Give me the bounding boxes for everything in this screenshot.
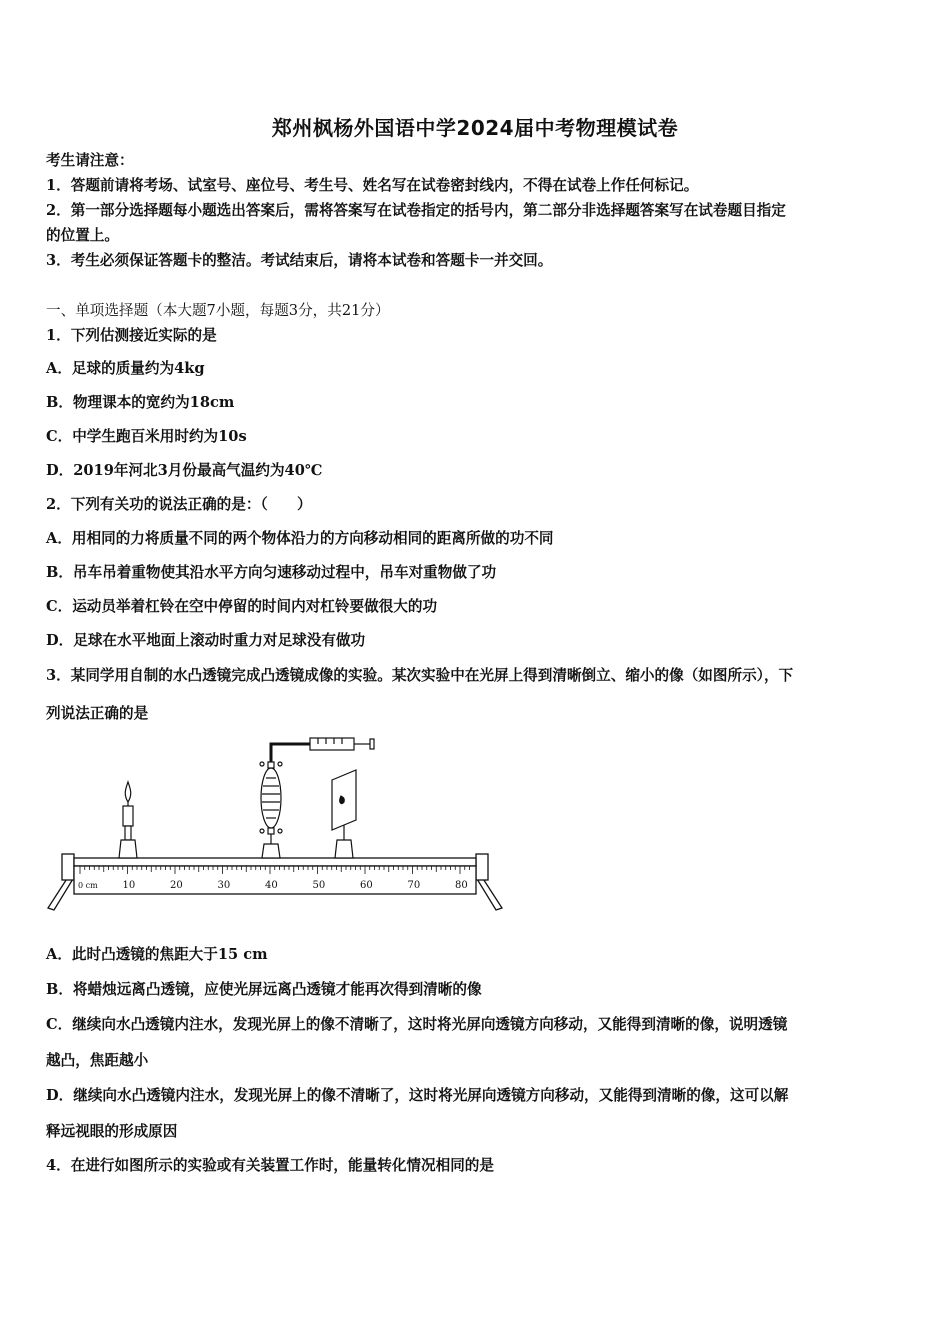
lens-base — [262, 844, 280, 858]
scale-tick-label: 40 — [265, 880, 278, 891]
bench-right-end — [476, 854, 488, 880]
syringe-barrel — [310, 738, 354, 750]
notice-heading: 考生请注意： — [46, 152, 134, 169]
lens-body — [261, 768, 281, 828]
notice-item-2: 2．第一部分选择题每小题选出答案后，需将答案写在试卷指定的括号内，第二部分非选择题答案写在试卷题目指定 — [46, 202, 786, 219]
scale-tick-label: 20 — [170, 880, 183, 891]
notice-item-1: 1．答题前请将考场、试室号、座位号、考生号、姓名写在试卷密封线内，不得在试卷上作任何标记。 — [46, 177, 699, 194]
scale-tick-label: 30 — [217, 880, 231, 891]
q2-stem: 2．下列有关功的说法正确的是：（ ） — [46, 496, 312, 513]
scale-tick-label: 0 cm — [78, 881, 98, 890]
candle-flame — [125, 782, 130, 802]
candle — [119, 782, 137, 858]
scale-tick-label: 70 — [407, 880, 421, 891]
screen-image — [340, 796, 345, 804]
candle-holder — [125, 826, 131, 840]
q3-option-d-cont: 释远视眼的形成原因 — [46, 1123, 178, 1140]
bench-rail-top — [74, 858, 476, 866]
q3-option-d: D．继续向水凸透镜内注水，发现光屏上的像不清晰了，这时将光屏向透镜方向移动，又能得到清晰的像，这可以解 — [46, 1087, 789, 1104]
notice-item-3: 3．考生必须保证答题卡的整洁。考试结束后，请将本试卷和答题卡一并交回。 — [46, 252, 553, 269]
scale-tick-label: 50 — [312, 880, 326, 891]
scale-tick-label: 60 — [360, 880, 373, 891]
q2-option-a: A．用相同的力将质量不同的两个物体沿力的方向移动相同的距离所做的功不同 — [46, 530, 554, 547]
q3-stem-line-1: 3．某同学用自制的水凸透镜完成凸透镜成像的实验。某次实验中在光屏上得到清晰倒立、缩小的像（如图所示），下 — [46, 667, 794, 684]
q2-option-c: C．运动员举着杠铃在空中停留的时间内对杠铃要做很大的功 — [46, 598, 438, 615]
q3-option-c-cont: 越凸，焦距越小 — [46, 1052, 149, 1069]
q1-option-a: A．足球的质量约为4kg — [46, 360, 205, 377]
page-title: 郑州枫杨外国语中学2024届中考物理模试卷 — [271, 116, 679, 140]
q3-option-a: A．此时凸透镜的焦距大于15 cm — [46, 946, 268, 963]
water-lens — [260, 738, 374, 858]
scale-tick-label: 10 — [122, 880, 136, 891]
candle-body — [123, 806, 133, 826]
q2-option-b: B．吊车吊着重物使其沿水平方向匀速移动过程中，吊车对重物做了功 — [46, 564, 497, 581]
q1-option-c: C．中学生跑百米用时约为10s — [46, 428, 247, 445]
q2-option-d: D．足球在水平地面上滚动时重力对足球没有做功 — [46, 632, 366, 649]
q1-option-b: B．物理课本的宽约为18cm — [46, 394, 235, 411]
q3-stem-line-2: 列说法正确的是 — [46, 705, 149, 722]
q3-option-c: C．继续向水凸透镜内注水，发现光屏上的像不清晰了，这时将光屏向透镜方向移动，又能得到清晰的像，说明透镜 — [46, 1016, 788, 1033]
bench-left-end — [62, 854, 74, 880]
q3-option-b: B．将蜡烛远离凸透镜，应使光屏远离凸透镜才能再次得到清晰的像 — [46, 981, 482, 998]
screen-base — [335, 840, 353, 858]
q1-stem: 1．下列估测接近实际的是 — [46, 327, 217, 344]
notice-item-2-cont: 的位置上。 — [46, 227, 119, 244]
candle-base — [119, 840, 137, 858]
light-screen — [332, 770, 356, 858]
lens-bottom-clip — [268, 828, 274, 834]
scale-tick-label: 80 — [455, 880, 468, 891]
q4-stem: 4．在进行如图所示的实验或有关装置工作时，能量转化情况相同的是 — [46, 1157, 494, 1174]
lens-top-clip — [268, 762, 274, 768]
syringe-tube — [271, 744, 310, 762]
optical-bench-figure — [40, 736, 510, 916]
section-heading: 一、单项选择题（本大题7小题，每题3分，共21分） — [46, 302, 390, 319]
q1-option-d: D．2019年河北3月份最高气温约为40℃ — [46, 462, 323, 479]
